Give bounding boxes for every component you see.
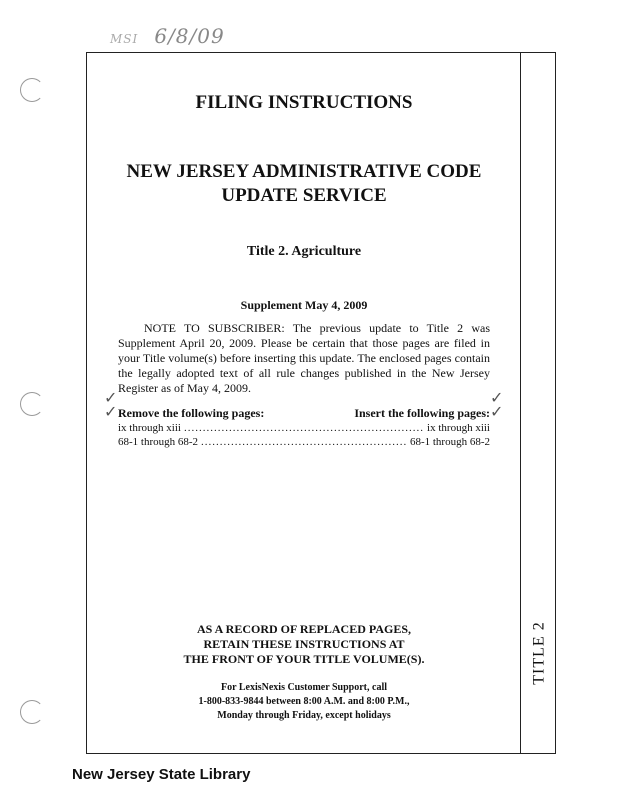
insert-pages: 68-1 through 68-2 — [409, 436, 490, 448]
leader-dots — [184, 421, 424, 435]
remove-header: Remove the following pages: — [118, 406, 265, 420]
remove-pages: 68-1 through 68-2 — [118, 436, 199, 448]
record-line-2: RETAIN THESE INSTRUCTIONS AT — [203, 637, 405, 651]
support-line-1: For LexisNexis Customer Support, call — [220, 682, 387, 693]
remove-pages: ix through xiii — [118, 422, 181, 434]
record-line-3: THE FRONT OF YOUR TITLE VOLUME(S). — [183, 652, 425, 666]
document-subtitle — [118, 160, 490, 208]
support-line-2: 1-800-833-9844 between 8:00 A.M. and 8:00 P.M., — [198, 696, 410, 707]
punch-hole-bottom — [20, 700, 44, 724]
tab-divider — [520, 52, 521, 754]
page-row — [118, 435, 490, 449]
page-row — [118, 421, 490, 435]
handwritten-check-icon: ✓ — [490, 402, 504, 421]
insert-pages: ix through xiii — [427, 422, 490, 434]
supplement-date: Supplement May 4, 2009 — [240, 298, 368, 312]
note-to-subscriber: NOTE TO SUBSCRIBER: The previous update to Title 2 was Supplement April 20, 2009. Please be certain that those pages are filed in your Title volume(s) before inserting this update. The enclosed pages contain the legally adopted text of all rule changes published in the New Jersey Register as of May 4, 2009. — [118, 321, 490, 395]
library-footer: New Jersey State Library — [72, 766, 251, 783]
subtitle-line-2: UPDATE SERVICE — [221, 185, 387, 206]
tab-label — [523, 598, 557, 708]
punch-hole-top — [20, 78, 44, 102]
handwritten-date: 6/8/09 — [154, 24, 225, 48]
handwritten-check-icon: ✓ — [104, 402, 118, 421]
record-notice — [118, 622, 490, 723]
insert-header: Insert the following pages: — [354, 406, 490, 420]
handwritten-check-icon: ✓ — [104, 388, 118, 407]
handwritten-check-icon: ✓ — [490, 388, 504, 407]
record-line-1: AS A RECORD OF REPLACED PAGES, — [196, 622, 412, 636]
handwritten-annotation — [110, 24, 225, 48]
tab-label-text: TITLE 2 — [531, 621, 549, 685]
page-instructions — [118, 406, 490, 449]
leader-dots — [201, 435, 407, 449]
page-instructions-header — [118, 406, 490, 421]
document-title: FILING INSTRUCTIONS — [195, 92, 413, 113]
punch-hole-middle — [20, 392, 44, 416]
support-line-3: Monday through Friday, except holidays — [217, 710, 391, 721]
title-number: Title 2. Agriculture — [246, 244, 362, 259]
handwritten-initials: MSI — [110, 32, 139, 46]
document-content — [118, 84, 490, 449]
customer-support — [118, 681, 490, 723]
subtitle-line-1: NEW JERSEY ADMINISTRATIVE CODE — [126, 161, 482, 182]
